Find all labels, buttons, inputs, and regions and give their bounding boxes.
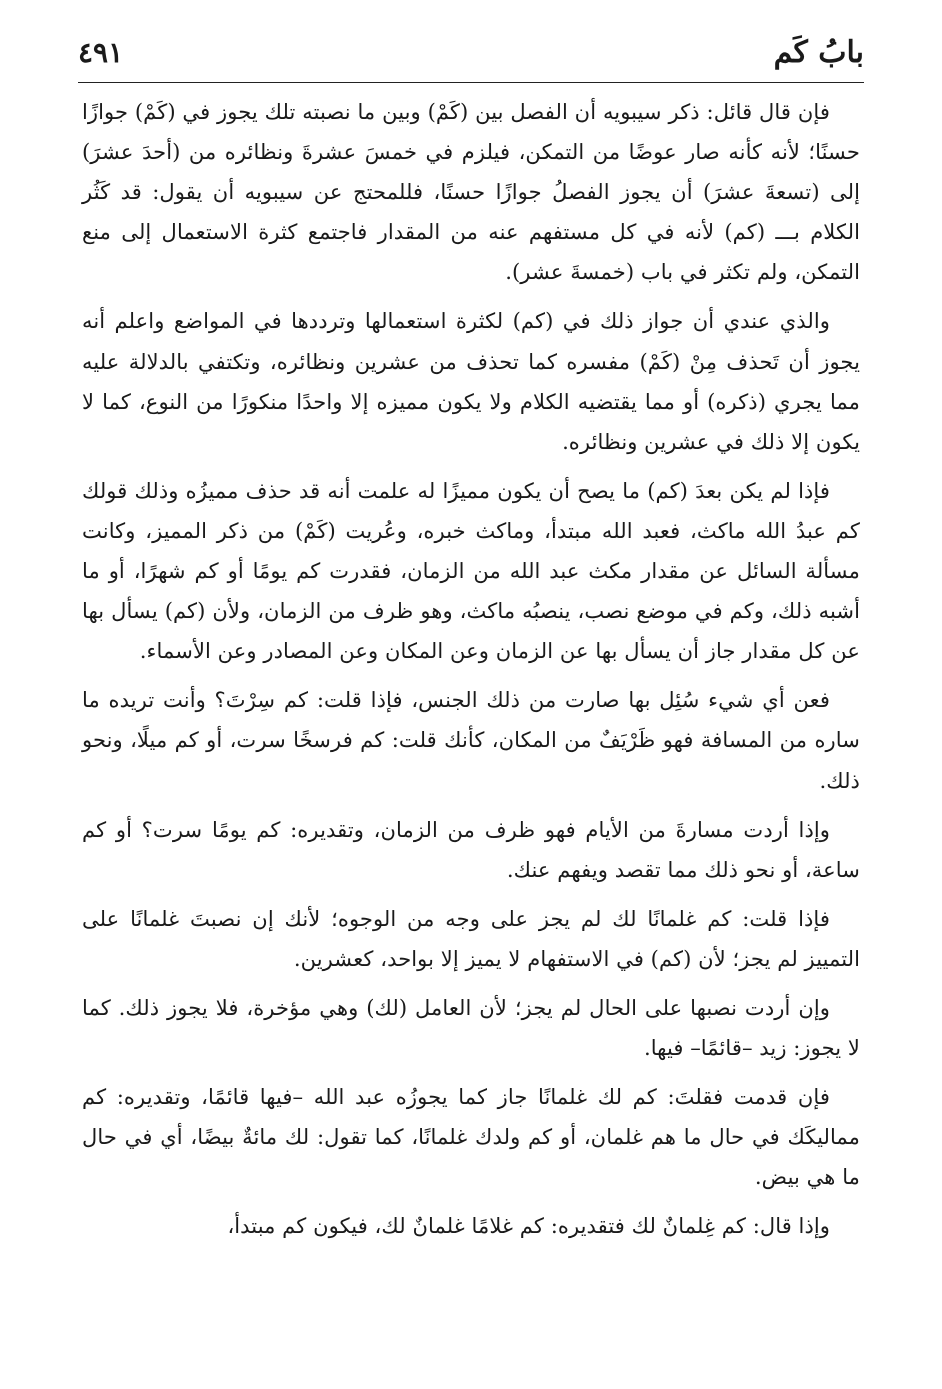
paragraph: وإذا أردت مسارةَ من الأيام فهو ظرف من الزمان، وتقديره: كم يومًا سرت؟ أو كم ساعة، أو نحو ذلك مما تقصد ويفهم عنك.	[82, 816, 860, 882]
paragraph: فعن أي شيء سُئِل بها صارت من ذلك الجنس، فإذا قلت: كم سِرْتَ؟ وأنت تريده ما ساره من المسافة فهو ظَرْيَفٌ من المكان، كأنك قلت: كم فرسخًا سرت، أو كم ميلًا، ونحو ذلك.	[82, 687, 860, 793]
page-number: ٤٩١	[78, 35, 124, 69]
paragraph: والذي عندي أن جواز ذلك في (كم) لكثرة استعمالها وترددها في المواضع واعلم أنه يجوز أن تَحذف مِنْ (كَمْ) مفسره كما تحذف من عشرين ونظائره، وتكتفي بالدلالة عليه مما يجري (ذكره) أو مما يقتضيه الكلام ولا يكون مميزه إلا واحدًا منكورًا من النوع، كما لا يكون إلا ذلك في عشرين ونظائره.	[82, 308, 860, 454]
paragraph: فإذا قلت: كم غلمانًا لك لم يجز على وجه من الوجوه؛ لأنك إن نصبتَ غلمانًا على التمييز لم يجز؛ لأن (كم) في الاستفهام لا يميز إلا بواحد، كعشرين.	[82, 905, 860, 971]
paragraph: فإن قدمت فقلتَ: كم لك غلمانًا جاز كما يجوزُه عبد الله –فيها قائمًا، وتقديره: كم مماليكَك في حال ما هم غلمان، أو كم ولدك غلمانًا، كما تقول: لك مائةٌ بيضًا، أي في حال ما هي بيض.	[82, 1084, 860, 1190]
paragraph: فإن قال قائل: ذكر سيبويه أن الفصل بين (كَمْ) وبين ما نصبته تلك يجوز في (كَمْ) جوازًا حسنًا؛ لأنه كأنه صار عوضًا من التمكن، فيلزم في خمسَ عشرةَ ونظائره من (أحدَ عشرَ) إلى (تسعةَ عشرَ) أن يجوز الفصلُ جوازًا حسنًا، فللمحتج عن سيبويه أن يقول: قد كَثُر الكلام بـــ (كم) لأنه في كل مستفهم عنه من المقدار فاجتمع كثرة الاستعمال إلى منع التمكن، ولم تكثر في باب (خمسةَ عشر).	[82, 99, 860, 285]
paragraph: وإذا قال: كم غِلمانٌ لك فتقديره: كم غلامًا غلمانٌ لك، فيكون كم مبتدأ،	[227, 1213, 830, 1239]
running-head	[78, 30, 864, 74]
body-text	[82, 92, 860, 1256]
header-divider	[78, 82, 864, 83]
chapter-title: بابُ كَم	[773, 34, 864, 70]
paragraph: فإذا لم يكن بعدَ (كم) ما يصح أن يكون مميزًا له علمت أنه قد حذف مميزُه وذلك قولك كم عبدُ الله ماكث، فعبد الله مبتدأ، وماكث خبره، وعُريت (كَمْ) من ذكر المميز، وكانت مسألة السائل عن مقدار مكث عبد الله من الزمان، فقدرت كم يومًا أو كم شهرًا، أو ما أشبه ذلك، وكم في موضع نصب، ينصبُه ماكث، وهو ظرف من الزمان، ولأن (كم) يسأل بها عن كل مقدار جاز أن يسأل بها عن الزمان وعن المكان وعن المصادر وعن الأسماء.	[82, 477, 860, 664]
paragraph: وإن أردت نصبها على الحال لم يجز؛ لأن العامل (لك) وهي مؤخرة، فلا يجوز ذلك. كما لا يجوز: زيد –قائمًا– فيها.	[82, 994, 860, 1061]
